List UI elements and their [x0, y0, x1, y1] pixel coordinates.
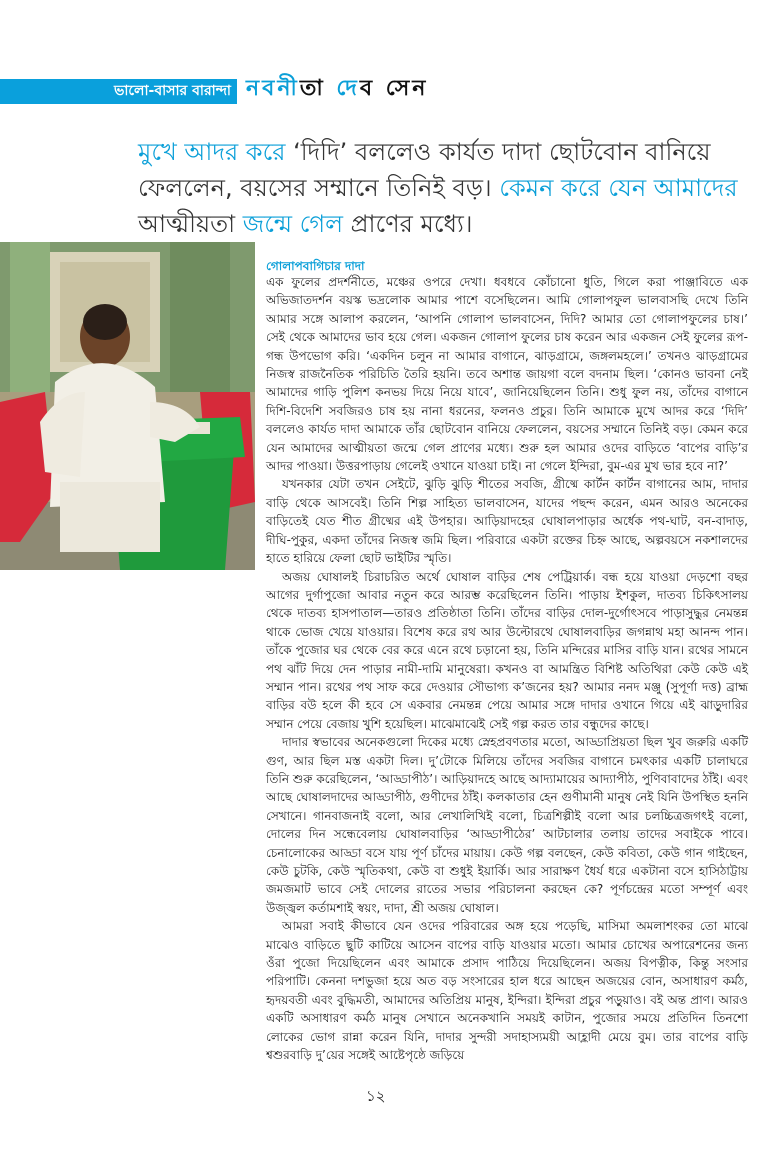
paragraph: আমরা সবাই কীভাবে যেন ওদের পরিবারের অঙ্গ হয়ে পড়েছি, মাসিমা অমলাশংকর তো মাঝে মাঝেও বাড়িতে ছুটি কাটিয়ে আসেন বাপের বাড়ি যাওয়ার মতো। আমার চোখের অপারেশনের জন্য ওঁরা পুজো দিয়েছিলেন এবং আমাকে প্রসাদ পাঠিয়ে দিয়েছিলেন। অজয় বিপত্নীক, কিন্তু সংসার পরিপাটি। কেননা দশভুজা হয়ে অত বড় সংসারের হাল ধরে আছেন অজয়ের বোন, অসাধারণ কর্মঠ, হৃদয়বতী এবং বুদ্ধিমতী, আমাদের অতিপ্রিয় মানুষ, ইন্দিরা। ইন্দিরা প্রচুর পড়ুয়াও। বই অন্ত প্রাণ। আরও একটি অসাধারণ কর্মঠ মানুষ সেখানে অনেকখানি সময়ই কাটান, পুজোর সময়ে প্রতিদিন তিনশো লোকের ভোগ রান্না করেন যিনি, দাদার সুন্দরী সদাহাস্যময়ী আহ্লাদী মেয়ে বুম। তার বাপের বাড়ি শ্বশুরবাড়ি দু’য়ের সঙ্গেই আষ্টেপৃষ্ঠে জড়িয়ে — [266, 919, 748, 1063]
pull-quote-part4: আত্মীয়তা — [138, 210, 243, 238]
pull-quote-part6: প্রাণের মধ্যে। — [343, 210, 473, 238]
paragraph: অজয় ঘোষালই চিরাচরিত অর্থে ঘোষাল বাড়ির শেষ পেট্রিয়ার্ক। বন্ধ হয়ে যাওয়া দেড়শো বছর আগের দুর্গাপুজো আবার নতুন করে আরম্ভ করেছিলেন তিনি। পাড়ায় ইশকুল, দাতব্য চিকিৎসালয় থেকে দাতব্য হাসপাতাল—তারও প্রতিষ্ঠাতা তিনি। তাঁদের বাড়ির দোল-দুর্গোৎসবে পাড়াসুদ্ধুর নেমন্তন্ন থাকে ভোজ খেয়ে যাওয়ার। বিশেষ করে রথ আর উল্টোরথে ঘোষালবাড়ির জগন্নাথ মহা আনন্দ পান। তাঁকে পুজোর ঘর থেকে বের করে এনে রথে চড়ানো হয়, তিনি মন্দিরের মাসির বাড়ি যান। রথের সামনে পথ ঝাঁট দিয়ে দেন পাড়ার নামী-দামি মানুষেরা। কখনও বা আমন্ত্রিত বিশিষ্ট অতিথিরা কেউ কেউ এই সম্মান পান। রথের পথ সাফ করে দেওয়ার সৌভাগ্য ক’জনের হয়? আমার ননদ মঞ্জু (সুপূর্ণা দত্ত) ব্রাহ্ম বাড়ির বউ হলে কী হবে সে একবার নেমন্তন্ন পেয়ে আমার সঙ্গে দাদার ওখানে গিয়ে এই ঝাড়ুদারির সম্মান পেয়ে বেজায় খুশি হয়েছিল। মাঝেমাঝেই সেই গল্প করত তার বন্ধুদের কাছে। — [266, 569, 748, 731]
portrait-photo-illustration — [0, 242, 255, 570]
page-number: ১২ — [366, 1087, 386, 1105]
author-name — [246, 74, 428, 104]
column-banner — [0, 79, 237, 104]
pull-quote-part1: মুখে আদর করে — [138, 138, 286, 166]
author-last-part1: দে — [336, 76, 360, 101]
pull-quote — [138, 134, 748, 242]
pull-quote-part3: কেমন করে যেন আমাদের — [499, 174, 738, 202]
pull-quote-part5: জন্মে গেল — [242, 210, 343, 238]
column-name: ভালো-বাসার বারান্দা — [113, 83, 231, 99]
paragraph: দাদার স্বভাবের অনেকগুলো দিকের মধ্যে স্নেহপ্রবণতার মতো, আড্ডাপ্রিয়তা ছিল খুব জরুরি একটি গুণ, আর ছিল মস্ত একটা দিল। দু’টোকে মিলিয়ে তাঁদের সবজির বাগানে চমৎকার একটি চালাঘরে তিনি শুরু করেছিলেন, ‘আড্ডাপীঠ’। আড়িয়াদহে আছে আদ্যামায়ের আদ্যাপীঠ, পুণিবাবাদের ঠাঁই। এবং আছে ঘোষালদাদের আড্ডাপীঠ, গুণীদের ঠাঁই। কলকাতার হেন গুণীমানী মানুষ নেই যিনি উপস্থিত হননি সেখানে। গানবাজনাই বলো, আর লেখালিখিই বলো, চিত্রশিল্পীই বলো আর চলচ্চিত্রজগৎই বলো, দোলের দিন সন্ধেবেলায় ঘোষালবাড়ির ‘আড্ডাপীঠের’ আটচালার তলায় তাদের সবাইকে পাবে। চেনালোকের আড্ডা বসে যায় পূর্ণ চাঁদের মায়ায়। কেউ গল্প বলছেন, কেউ কবিতা, কেউ গান গাইছেন, কেউ চুটকি, কেউ স্মৃতিকথা, কেউ বা শুধুই ইয়ার্কি। আর সারাক্ষণ ধৈর্য ধরে একটানা বসে হাসিঠাট্টায় জমজমাট ভাবে সেই দোলের রাতের সভার পরিচালনা করছেন কে? পূর্ণচন্দ্রের মতো সম্পূর্ণ এবং উজ্জ্বল কর্তামশাই স্বয়ং, দাদা, শ্রী অজয় ঘোষাল। — [266, 735, 748, 915]
paragraph: যখনকার যেটা তখন সেইটে, ঝুড়ি ঝুড়ি শীতের সবজি, গ্রীষ্মে কার্টন কার্টন বাগানের আম, দাদার বাড়ি থেকে আসবেই। তিনি শিল্প সাহিত্য ভালবাসেন, যাদের পছন্দ করেন, এমন আরও অনেকের বাড়িতেই যেত শীত গ্রীষ্মের এই উপহার। আড়িয়াদহের ঘোষালপাড়ার অর্ধেক পথ-ঘাট, বন-বাদাড়, দীঘি-পুকুর, একদা তাঁদের নিজস্ব জমি ছিল। পরিবারে একটা রক্তের চিহ্ন আছে, অল্পবয়সে নকশালদের হাতে হারিয়ে ফেলা ছোট ভাইটির স্মৃতি। — [266, 477, 748, 566]
section-title: গোলাপবাগিচার দাদা — [266, 259, 365, 273]
author-last-part2: ব সেন — [359, 76, 429, 101]
author-first-part2: তা — [299, 76, 326, 101]
author-first-part1: নবনী — [246, 76, 300, 101]
paragraph: এক ফুলের প্রদর্শনীতে, মঞ্চের ওপরে দেখা। ধবধবে কোঁচানো ধুতি, গিলে করা পাঞ্জাবিতে এক অভিজাতদর্শন বয়স্ক ভদ্রলোক আমার পাশে বসেছিলেন। আমি গোলাপফুল ভালবাসছি দেখে তিনি আমার সঙ্গে আলাপ করলেন, ‘আপনি গোলাপ ভালবাসেন, দিদি? আমার তো গোলাপফুলের চাষ।’ সেই থেকে আমাদের ভাব হয়ে গেল। একজন গোলাপ ফুলের চাষ করেন আর একজন সেই ফুলের রূপ-গন্ধ উপভোগ করি। ‘একদিন চলুন না আমার বাগানে, ঝাড়গ্রামে, জঙ্গলমহলে।’ তখনও ঝাড়গ্রামের নিজস্ব রাজনৈতিক পরিচিতি তৈরি হয়নি। তবে অশান্ত জায়গা বলে বদনাম ছিল। ‘কোনও ভাবনা নেই আমাদের গাড়ি পুলিশ কনভয় দিয়ে নিয়ে যাবে’, জানিয়েছিলেন তিনি। শুধু ফুল নয়, তাঁদের বাগানে দিশি-বিদেশি সবজিরও চাষ হয় নানা ধরনের, ফলনও প্রচুর। তিনি আমাকে মুখে আদর করে ‘দিদি’ বললেও কার্যত দাদা আমাকে তাঁর ছোটবোন বানিয়ে ফেললেন, বয়সের সম্মানে তিনিই বড়। কেমন করে যেন আমাদের আত্মীয়তা জন্মে গেল প্রাণের মধ্যে। শুরু হল আমার ওদের বাড়িতে ‘বাপের বাড়ি’র আদর পাওয়া। উত্তরপাড়ায় গেলেই ওখানে যাওয়া চাই। না গেলে ইন্দিরা, বুম-এর মুখ ভার হবে না?’ — [266, 275, 748, 474]
article-body — [266, 273, 748, 1064]
pull-quote-part2: ‘দিদি’ বললেও কার্যত দাদা ছোটবোন বানিয়ে ফেললেন, বয়সের সম্মানে তিনিই বড়। — [138, 138, 711, 202]
portrait-photo — [0, 242, 255, 570]
